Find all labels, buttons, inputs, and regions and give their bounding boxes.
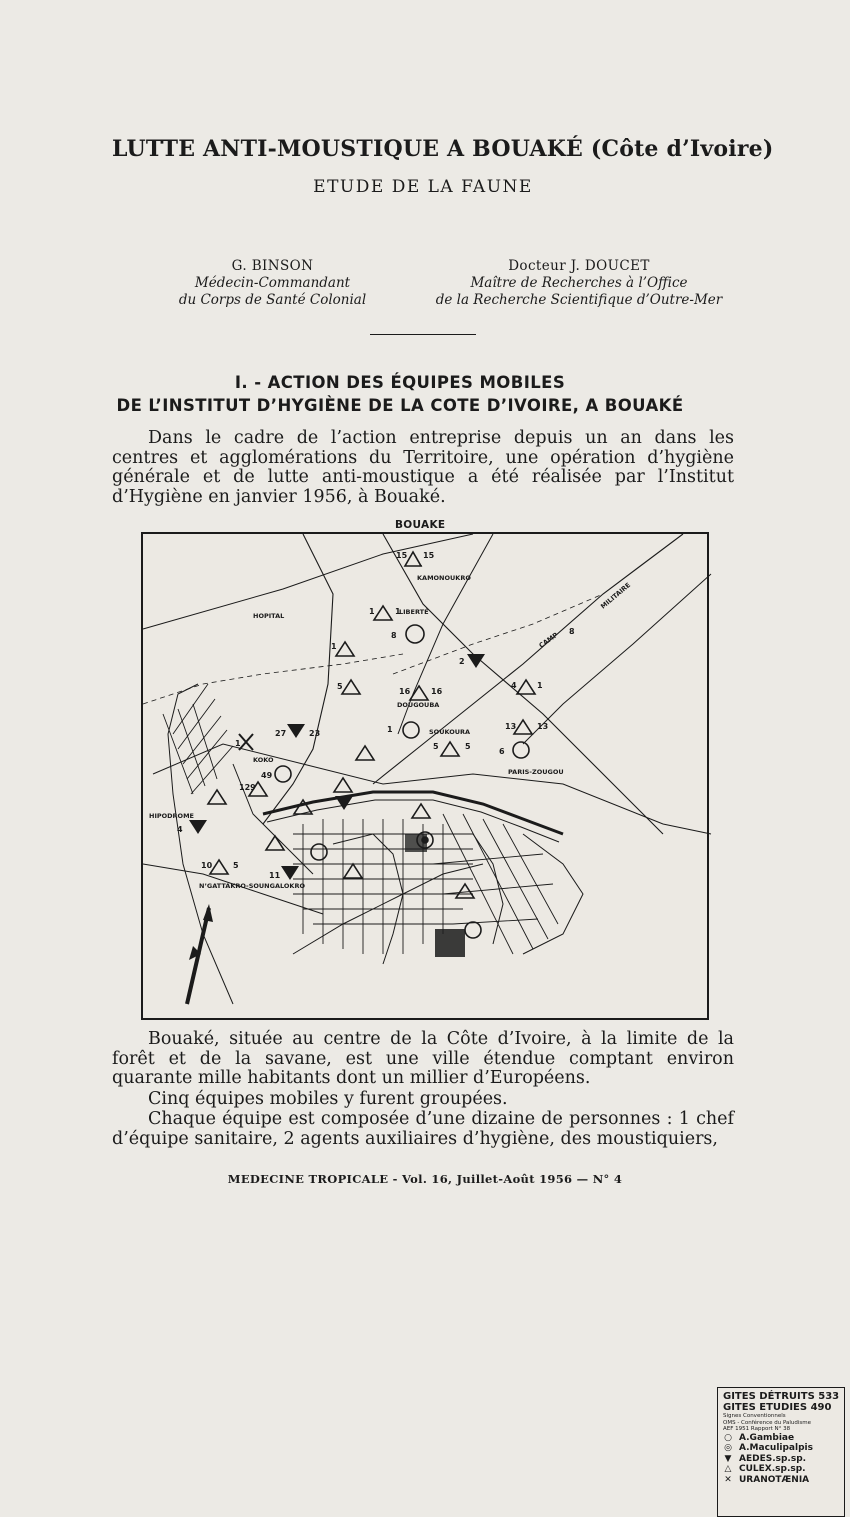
place-label: PARIS-ZOUGOU [508, 768, 564, 776]
count-label: 49 [261, 771, 273, 780]
map-street-grid-west [163, 684, 233, 794]
count-label: 10 [201, 861, 213, 870]
map-road [153, 744, 711, 834]
legend-item-maculipalpis [723, 1443, 839, 1454]
map-boundary [143, 654, 403, 704]
place-label: HOPITAL [253, 612, 285, 620]
culex-triangle-icon [514, 720, 532, 734]
author-role: Maître de Recherches à l’Office [470, 275, 688, 291]
count-label: 15 [423, 551, 435, 560]
count-label: 1 [395, 607, 401, 616]
count-label: 11 [269, 871, 281, 880]
author-name: G. BINSON [231, 258, 314, 274]
legend-gites-detruits: GITES DÉTRUITS 533 [723, 1391, 840, 1402]
count-label: 15 [396, 551, 408, 560]
aedes-triangle-icon [189, 820, 207, 834]
map-drawing [143, 534, 711, 1022]
gambiae-circle-icon [465, 922, 481, 938]
section-heading: I. - ACTION DES ÉQUIPES MOBILES [234, 373, 566, 392]
count-label: 13 [537, 722, 549, 731]
count-label: 4 [511, 681, 517, 690]
legend-label: A.Gambiae [739, 1432, 795, 1443]
map-legend [717, 1387, 845, 1517]
culex-triangle-icon [405, 552, 422, 566]
legend-item-aedes [723, 1454, 839, 1465]
legend-item-culex [723, 1464, 839, 1475]
count-label: 1 [331, 642, 337, 651]
legend-note: OMS - Conférence du Paludisme [723, 1419, 812, 1426]
body-paragraph: Bouaké, située au centre de la Côte d’Ivoire, à la limite de la forêt et de la savane, est une ville étendue comptant environ quarante mille habitants dont un millier d’Européens. [112, 1029, 734, 1089]
gambiae-circle-icon [406, 625, 424, 643]
intro-paragraph: Dans le cadre de l’action entreprise depuis un an dans les centres et agglomérations du Territoire, une opération d’hygiène générale et de lutte anti-moustique a été réalisée par l’Institut d’Hygiène en janvier 1956, à Bouaké. [112, 428, 734, 507]
gambiae-circle-icon [513, 742, 529, 758]
map-road [168, 684, 233, 1004]
count-label: 1 [537, 681, 543, 690]
culex-triangle-icon [334, 778, 352, 792]
count-label: 5 [465, 742, 471, 751]
count-label: 8 [569, 627, 575, 636]
legend-note: Signes Conventionnels [723, 1413, 786, 1419]
aedes-triangle-icon [335, 796, 353, 810]
maculipalpis-dot-icon [422, 837, 428, 843]
author-block-binson [150, 258, 395, 309]
culex-triangle-icon [336, 642, 354, 656]
author-block-doucet [420, 258, 738, 309]
culex-triangle-icon [412, 804, 430, 818]
map-road [263, 534, 333, 824]
count-label: 16 [431, 687, 443, 696]
count-label: 13 [505, 722, 517, 731]
map-road [233, 764, 313, 874]
culex-triangle-icon [356, 746, 374, 760]
author-name: Docteur J. DOUCET [508, 258, 650, 274]
aedes-triangle-icon [287, 724, 305, 738]
uranotaenia-cross-icon [239, 734, 253, 750]
legend-item-uranotaenia [723, 1475, 839, 1486]
legend-gites-etudies: GITES ETUDIES 490 [723, 1402, 832, 1413]
open-circle-icon: ○ [724, 1432, 732, 1443]
legend-label: URANOTÆNIA [739, 1474, 810, 1485]
legend-label: AEDES.sp.sp. [739, 1453, 807, 1464]
count-label: 1 [369, 607, 375, 616]
place-label: DOUGOUBA [397, 701, 440, 709]
place-label: KAMONOUKRO [417, 574, 471, 582]
count-label: 6 [499, 747, 505, 756]
place-label: CAMP [537, 631, 560, 650]
place-label: N’GATTAKRO-SOUNGALOKRO [199, 882, 305, 890]
legend-item-gambiae [723, 1433, 839, 1444]
article-title-main: LUTTE ANTI-MOUSTIQUE A BOUAKÉ [112, 136, 584, 162]
cross-icon: ✕ [724, 1474, 732, 1485]
dotted-circle-icon: ◎ [724, 1443, 732, 1453]
author-role: de la Recherche Scientifique d’Outre-Mer [435, 292, 723, 308]
aedes-triangle-icon [467, 654, 485, 668]
separator-rule [370, 334, 476, 335]
legend-label: A.Maculipalpis [739, 1443, 813, 1453]
count-label: 8 [391, 631, 397, 640]
legend-label: CULEX.sp.sp. [739, 1464, 806, 1474]
place-label: MILITAIRE [599, 581, 633, 611]
place-label: LIBERTÉ [399, 608, 429, 616]
open-triangle-icon: △ [724, 1464, 732, 1474]
place-label: KOKO [253, 756, 274, 764]
culex-triangle-icon [344, 864, 362, 878]
count-label: 1 [235, 739, 241, 748]
section-heading-continued: DE L’INSTITUT D’HYGIÈNE DE LA COTE D’IVOIRE, A BOUAKÉ [116, 396, 684, 415]
count-label: 5 [233, 861, 239, 870]
culex-triangle-icon [441, 742, 459, 756]
culex-triangle-icon [410, 686, 428, 700]
article-subtitle: ETUDE DE LA FAUNE [313, 177, 533, 197]
count-label: 2 [459, 657, 465, 666]
count-label: 5 [337, 682, 343, 691]
article-title-region: (Côte d’Ivoire) [590, 136, 774, 162]
gambiae-circle-icon [403, 722, 419, 738]
map-dense-quarter [405, 834, 465, 957]
author-role: Médecin-Commandant [194, 275, 351, 291]
count-label: 1 [387, 725, 393, 734]
body-paragraph: Cinq équipes mobiles y furent groupées. [148, 1089, 508, 1109]
place-label: SOUKOURA [429, 728, 471, 736]
author-role: du Corps de Santé Colonial [178, 292, 367, 308]
north-arrow-icon [187, 904, 213, 1004]
culex-triangle-icon [342, 680, 360, 694]
page-footer: MEDECINE TROPICALE - Vol. 16, Juillet-Août 1956 — N° 4 [227, 1172, 623, 1186]
culex-triangle-icon [517, 680, 535, 694]
culex-triangle-icon [374, 606, 392, 620]
article-title [112, 136, 774, 162]
gambiae-circle-icon [275, 766, 291, 782]
count-label: 5 [433, 742, 439, 751]
gambiae-circle-icon [311, 844, 327, 860]
map-title: BOUAKE [395, 519, 446, 531]
railway [263, 792, 563, 834]
count-label: 4 [177, 825, 183, 834]
count-label: 23 [309, 729, 321, 738]
count-label: 129 [239, 783, 256, 792]
aedes-triangle-icon [281, 866, 299, 880]
culex-triangle-icon [210, 860, 228, 874]
place-label: HIPODROME [149, 812, 194, 820]
body-paragraph: Chaque équipe est composée d’une dizaine de personnes : 1 chef d’équipe sanitaire, 2 agents auxiliaires d’hygiène, des moustiquiers, [112, 1109, 734, 1149]
count-label: 16 [399, 687, 411, 696]
culex-triangle-icon [208, 790, 226, 804]
filled-triangle-icon: ▼ [724, 1453, 732, 1464]
count-label: 27 [275, 729, 287, 738]
legend-note: AEF 1951 Rapport N° 38 [723, 1426, 791, 1432]
map-road [523, 834, 583, 954]
map-symbols [177, 551, 575, 938]
